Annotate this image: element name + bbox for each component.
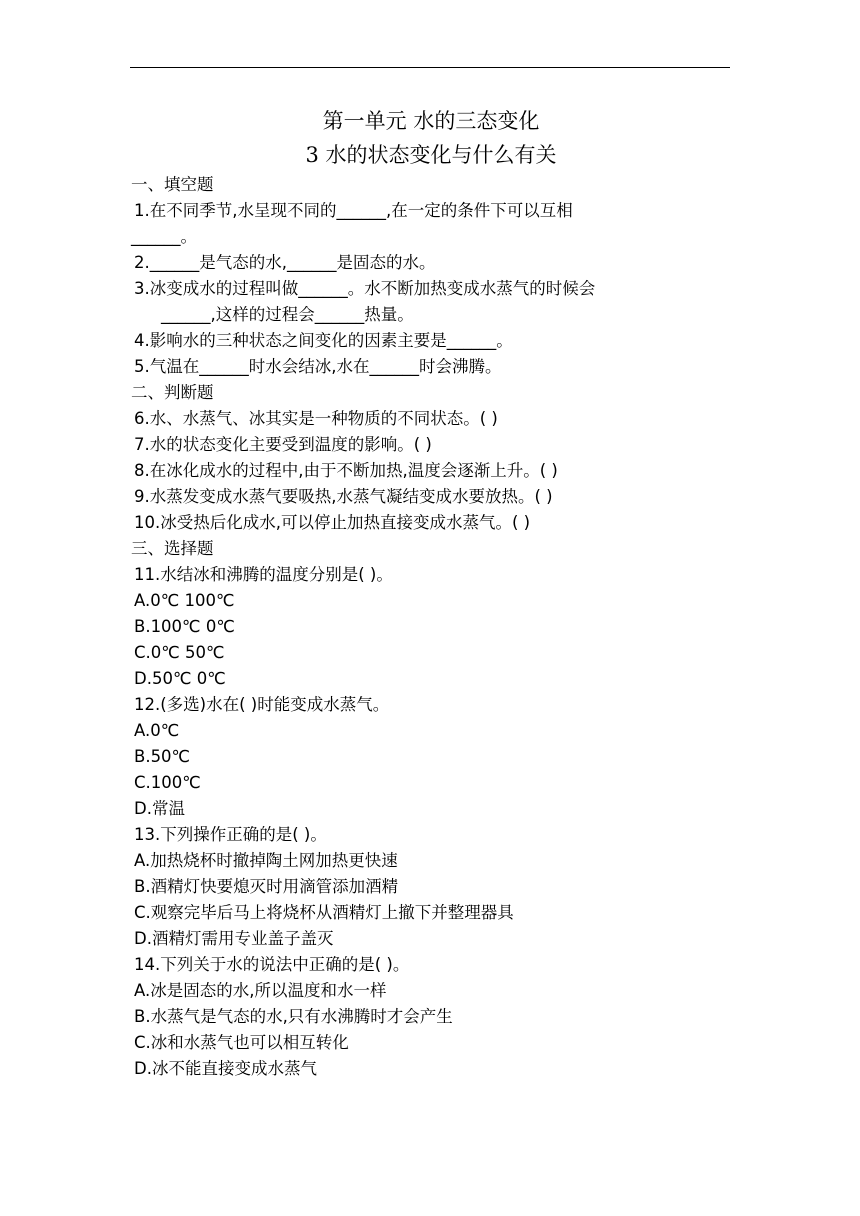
option-13-d: D.酒精灯需用专业盖子盖灭 bbox=[134, 929, 334, 948]
option-12-d: D.常温 bbox=[134, 799, 185, 818]
option-11-c: C.0℃ 50℃ bbox=[134, 643, 225, 662]
question-14: 14.下列关于水的说法中正确的是( )。 bbox=[134, 955, 410, 974]
question-3: 3.冰变成水的过程叫做______。水不断加热变成水蒸气的时候会 bbox=[134, 279, 596, 298]
option-13-b: B.酒精灯快要熄灭时用滴管添加酒精 bbox=[134, 877, 399, 896]
option-12-b: B.50℃ bbox=[134, 747, 191, 766]
option-12-c: C.100℃ bbox=[134, 773, 201, 792]
header-rule bbox=[130, 67, 730, 68]
option-13-a: A.加热烧杯时撤掉陶土网加热更快速 bbox=[134, 851, 398, 870]
question-8: 8.在冰化成水的过程中,由于不断加热,温度会逐渐上升。( ) bbox=[134, 461, 558, 480]
option-11-a: A.0℃ 100℃ bbox=[134, 591, 235, 610]
question-6: 6.水、水蒸气、冰其实是一种物质的不同状态。( ) bbox=[134, 409, 498, 428]
option-12-a: A.0℃ bbox=[134, 721, 180, 740]
question-5: 5.气温在______时水会结冰,水在______时会沸腾。 bbox=[134, 357, 502, 376]
section-heading-fill: 一、填空题 bbox=[131, 175, 214, 194]
lesson-title: 3 水的状态变化与什么有关 bbox=[305, 143, 557, 167]
option-11-b: B.100℃ 0℃ bbox=[134, 617, 235, 636]
question-11: 11.水结冰和沸腾的温度分别是( )。 bbox=[134, 565, 393, 584]
unit-title: 第一单元 水的三态变化 bbox=[322, 109, 540, 133]
option-13-c: C.观察完毕后马上将烧杯从酒精灯上撤下并整理器具 bbox=[134, 903, 514, 922]
question-4: 4.影响水的三种状态之间变化的因素主要是______。 bbox=[134, 331, 513, 350]
option-14-c: C.冰和水蒸气也可以相互转化 bbox=[134, 1033, 349, 1052]
worksheet-content bbox=[131, 104, 731, 1082]
option-14-b: B.水蒸气是气态的水,只有水沸腾时才会产生 bbox=[134, 1007, 453, 1026]
option-11-d: D.50℃ 0℃ bbox=[134, 669, 226, 688]
option-14-a: A.冰是固态的水,所以温度和水一样 bbox=[134, 981, 387, 1000]
section-heading-choice: 三、选择题 bbox=[131, 539, 214, 558]
question-2: 2.______是气态的水,______是固态的水。 bbox=[134, 253, 436, 272]
question-12: 12.(多选)水在( )时能变成水蒸气。 bbox=[134, 695, 390, 714]
question-7: 7.水的状态变化主要受到温度的影响。( ) bbox=[134, 435, 432, 454]
question-1-continued: ______。 bbox=[131, 227, 197, 246]
question-1: 1.在不同季节,水呈现不同的______,在一定的条件下可以互相 bbox=[134, 201, 573, 220]
question-3-continued: ______,这样的过程会______热量。 bbox=[161, 305, 414, 324]
section-heading-judge: 二、判断题 bbox=[131, 383, 214, 402]
question-13: 13.下列操作正确的是( )。 bbox=[134, 825, 327, 844]
question-9: 9.水蒸发变成水蒸气要吸热,水蒸气凝结变成水要放热。( ) bbox=[134, 487, 553, 506]
question-10: 10.冰受热后化成水,可以停止加热直接变成水蒸气。( ) bbox=[134, 513, 531, 532]
option-14-d: D.冰不能直接变成水蒸气 bbox=[134, 1059, 317, 1078]
